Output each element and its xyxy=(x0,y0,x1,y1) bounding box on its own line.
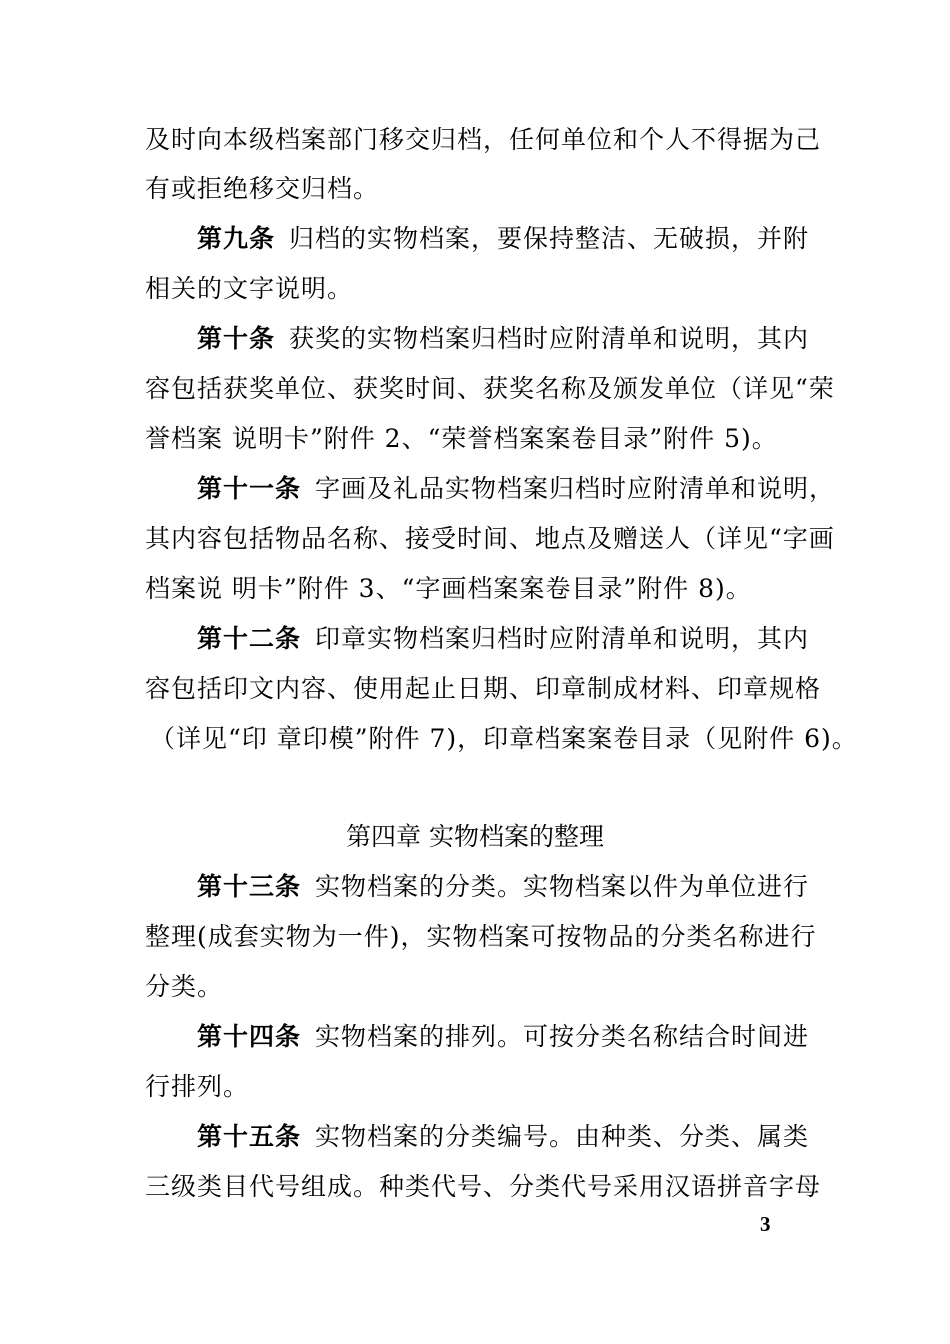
page-number: 3 xyxy=(760,1212,771,1236)
article-11-line xyxy=(197,473,836,505)
body-line: 行排列。 xyxy=(145,1072,250,1101)
article-15-text: 实物档案的分类编号。由种类、分类、属类 xyxy=(315,1122,810,1151)
article-13-line xyxy=(197,871,810,903)
body-line: 容包括获奖单位、获奖时间、获奖名称及颁发单位（详见“荣 xyxy=(145,374,835,403)
article-10-heading: 第十条 xyxy=(197,324,276,353)
article-15-heading: 第十五条 xyxy=(197,1122,302,1151)
body-line: 整理(成套实物为一件)，实物档案可按物品的分类名称进行 xyxy=(145,922,817,951)
article-12-text: 印章实物档案归档时应附清单和说明，其内 xyxy=(315,624,810,653)
chapter-title: 第四章 实物档案的整理 xyxy=(346,822,604,851)
body-line: 档案说 明卡”附件 3、“字画档案案卷目录”附件 8)。 xyxy=(145,574,752,603)
article-11-heading: 第十一条 xyxy=(197,474,302,503)
article-14-text: 实物档案的排列。可按分类名称结合时间进 xyxy=(315,1022,810,1051)
body-line: （详见“印 章印模”附件 7)，印章档案案卷目录（见附件 6)。 xyxy=(150,724,858,753)
article-13-heading: 第十三条 xyxy=(197,872,302,901)
article-12-heading: 第十二条 xyxy=(197,624,302,653)
article-9-heading: 第九条 xyxy=(197,224,276,253)
article-14-line xyxy=(197,1021,810,1053)
article-12-line xyxy=(197,623,810,655)
article-9-line xyxy=(197,223,810,255)
article-9-text: 归档的实物档案，要保持整洁、无破损，并附 xyxy=(289,224,810,253)
body-line: 有或拒绝移交归档。 xyxy=(145,174,380,203)
body-line: 三级类目代号组成。种类代号、分类代号采用汉语拼音字母 xyxy=(145,1172,822,1201)
body-line: 誉档案 说明卡”附件 2、“荣誉档案案卷目录”附件 5)。 xyxy=(145,424,778,453)
body-line: 及时向本级档案部门移交归档，任何单位和个人不得据为己 xyxy=(145,125,822,154)
article-14-heading: 第十四条 xyxy=(197,1022,302,1051)
body-line: 相关的文字说明。 xyxy=(145,274,354,303)
body-line: 分类。 xyxy=(145,972,224,1001)
body-line: 其内容包括物品名称、接受时间、地点及赠送人（详见“字画 xyxy=(145,524,835,553)
article-13-text: 实物档案的分类。实物档案以件为单位进行 xyxy=(315,872,810,901)
body-line: 容包括印文内容、使用起止日期、印章制成材料、印章规格 xyxy=(145,674,822,703)
article-10-text: 获奖的实物档案归档时应附清单和说明，其内 xyxy=(289,324,810,353)
article-10-line xyxy=(197,323,810,355)
article-15-line xyxy=(197,1121,810,1153)
article-11-text: 字画及礼品实物档案归档时应附清单和说明， xyxy=(315,474,836,503)
